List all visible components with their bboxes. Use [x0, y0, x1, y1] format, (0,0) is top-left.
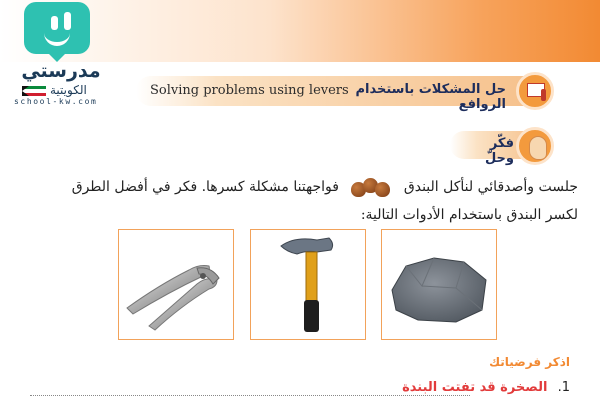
logo-subtitle: الكويتية	[50, 83, 87, 97]
answer-line	[30, 395, 470, 396]
hazelnuts-icon	[349, 176, 393, 198]
hammer-icon	[251, 230, 364, 338]
lesson-title-english: Solving problems using levers	[150, 83, 349, 98]
lesson-title-arabic: حل المشكلات باستخدام الروافع	[355, 82, 506, 112]
intro-line-1-part-1: جلست وأصدقائي لنأكل البندق	[403, 179, 578, 195]
kuwait-flag-icon	[22, 86, 46, 96]
hypothesis-number: 1.	[557, 380, 570, 395]
hammer-image	[250, 229, 366, 340]
intro-line-2: لكسر البندق باستخدام الأدوات التالية:	[360, 207, 578, 223]
hypothesis-item	[30, 380, 570, 395]
smiley-logo-icon	[24, 2, 90, 54]
nutcracker-icon	[119, 230, 232, 338]
teacher-board-icon	[516, 72, 554, 110]
logo-name: مدرستي	[21, 60, 101, 82]
rock-image	[381, 229, 497, 340]
intro-line-1-part-2: فواجهتنا مشكلة كسرها. فكر في أفضل الطرق	[71, 179, 339, 195]
intro-paragraph	[18, 173, 578, 229]
think-section-title: فكّر وحلّ	[484, 136, 514, 166]
hypotheses-heading: اذكر فرضياتك	[489, 355, 570, 369]
hypothesis-answer[interactable]: الصخرة قد تفتت البندة	[402, 380, 548, 395]
thinking-head-icon	[516, 127, 554, 165]
nutcracker-image	[118, 229, 234, 340]
site-logo[interactable]	[8, 0, 118, 110]
logo-url: school-kw.com	[14, 97, 98, 106]
intro-line-1	[18, 173, 578, 201]
rock-icon	[382, 230, 495, 338]
